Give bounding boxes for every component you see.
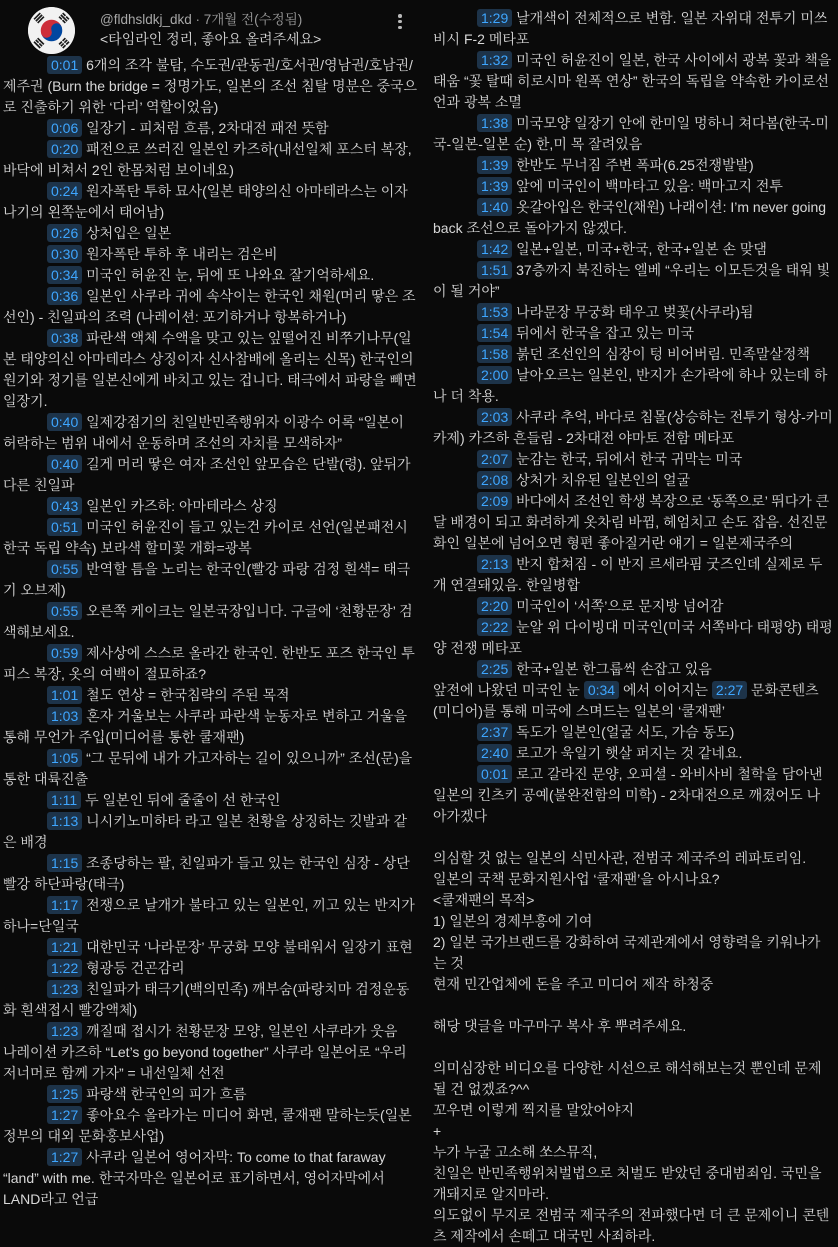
timeline-entry: 2:03 사쿠라 추억, 바다로 침몰(상승하는 전투기 형상-카미카제) 카즈하 흔들림 - 2차대전 야마토 전함 메타포 <box>433 409 833 446</box>
timeline-entry: 0:40 일제강점기의 친일반민족행위자 이광수 어록 “일본이 허락하는 범위 내에서 운동하며 조선의 자치를 모색하자” <box>3 414 404 451</box>
timeline-entry: 2:08 상처가 치유된 일본인의 얼굴 <box>433 470 833 491</box>
comment-title: <타임라인 정리, 좋아요 올려주세요> <box>100 31 322 47</box>
timeline-entry: 2:00 날아오르는 일본인, 반지가 손가락에 하나 있는데 하나 더 착용. <box>433 367 828 404</box>
timeline-entry: 1:42 일본+일본, 미국+한국, 한국+일본 손 맞댐 <box>433 239 833 260</box>
comment-text-line: 일본의 국책 문화지원사업 ‘쿨재팬’을 아시나요? <box>433 871 720 887</box>
timeline-entry: 1:21 대한민국 ‘나라문장’ 무궁화 모양 불태워서 일장기 표현 <box>3 937 420 958</box>
timestamp-link[interactable]: 0:40 <box>47 413 82 431</box>
timestamp-link[interactable]: 2:07 <box>477 450 512 468</box>
timestamp-link[interactable]: 1:54 <box>477 324 512 342</box>
timestamp-link[interactable]: 1:23 <box>47 980 82 998</box>
avatar-korean-flag[interactable] <box>28 7 75 54</box>
timeline-entry: 1:27 좋아요수 올라가는 미디어 화면, 쿨재팬 말하는듯(일본정부의 대외 문화홍보사업) <box>3 1107 412 1144</box>
timestamp-link[interactable]: 2:03 <box>477 408 512 426</box>
timestamp-link[interactable]: 1:39 <box>477 156 512 174</box>
timeline-entry: 0:30 원자폭탄 투하 후 내리는 검은비 <box>3 244 420 265</box>
timestamp-link[interactable]: 1:27 <box>47 1106 82 1124</box>
comment-text-line: + <box>433 1123 442 1139</box>
timeline-entry: 2:22 눈알 위 다이빙대 미국인(미국 서쪽바다 태평양) 태평양 전쟁 메타포 <box>433 619 833 656</box>
timeline-entry: 0:01 6개의 조각 불탐, 수도권/관동권/호서권/영남권/호남권/제주권 (Burn the bridge = 정명가도, 일본의 조선 침탈 명분은 중국으로 진출하기 위한 ‘다리’ 역할이었음) <box>3 57 418 115</box>
timeline-entry: 1:39 한반도 무너짐 주변 폭파(6.25전쟁발발) <box>433 155 833 176</box>
timestamp-link[interactable]: 2:08 <box>477 471 512 489</box>
timestamp-link[interactable]: 0:55 <box>47 602 82 620</box>
timestamp-link[interactable]: 1:32 <box>477 51 512 69</box>
timeline-entry: 2:37 독도가 일본인(얼굴 서도, 가슴 동도) <box>433 722 833 743</box>
comment-text-line: 의심할 것 없는 일본의 식민사관, 전범국 제국주의 레파토리임. <box>433 850 807 866</box>
timestamp-link[interactable]: 0:01 <box>477 765 512 783</box>
timeline-entry: 1:23 깨질때 접시가 천황문장 모양, 일본인 사쿠라가 웃음 <box>3 1021 420 1042</box>
timestamp-link[interactable]: 1:39 <box>477 177 512 195</box>
comment-text-line: 앞전에 나왔던 미국인 눈 0:34 에서 이어지는 2:27 문화콘텐츠(미디어)를 통해 미국에 스며드는 일본의 ‘쿨재팬’ <box>433 682 819 719</box>
timestamp-link[interactable]: 0:40 <box>47 455 82 473</box>
timestamp-link[interactable]: 1:58 <box>477 345 512 363</box>
timestamp-link[interactable]: 0:38 <box>47 329 82 347</box>
timestamp-link[interactable]: 0:24 <box>47 182 82 200</box>
timeline-entry: 0:34 미국인 허윤진 눈, 뒤에 또 나와요 잘기억하세요. <box>3 265 420 286</box>
timeline-entry: 1:23 친일파가 태극기(백의민족) 깨부숨(파랑치마 검정운동화 흰색접시 빨강액체) <box>3 981 410 1018</box>
timeline-entry: 1:27 사쿠라 일본어 영어자막: To come to that faraway “land” with me. 한국자막은 일본어로 표기하면서, 영어자막에서 LAND라고 언급 <box>3 1149 386 1207</box>
timeline-entry: 1:53 나라문장 무궁화 태우고 벚꽃(사쿠라)됨 <box>433 302 833 323</box>
timestamp-link[interactable]: 2:00 <box>477 366 512 384</box>
timestamp-link[interactable]: 1:40 <box>477 198 512 216</box>
timeline-entry: 1:03 혼자 거울보는 사쿠라 파란색 눈동자로 변하고 거울을 통해 무언가 주입(미디어를 통한 쿨재팬) <box>3 708 408 745</box>
timeline-entry: 1:39 앞에 미국인이 백마타고 있음: 백마고지 전투 <box>433 176 833 197</box>
timestamp-link[interactable]: 1:21 <box>47 938 82 956</box>
timeline-entry: 1:58 붉던 조선인의 심장이 텅 비어버림. 민족말살정책 <box>433 344 833 365</box>
comment-text-line: 꼬우면 이렇게 찍지를 말았어야지 <box>433 1102 635 1118</box>
timeline-entry: 2:09 바다에서 조선인 학생 복장으로 ‘동쪽으로’ 뛰다가 큰 달 배경이 되고 화려하게 옷차림 바뀜, 헤엄치고 손도 잡음. 선진문화인 일본에 넘어오면 형편 좋아질거란 얘기 = 일본제국주의 <box>433 493 830 551</box>
more-options-icon[interactable] <box>393 10 407 33</box>
timeline-entry: 0:24 원자폭탄 투하 묘사(일본 태양의신 아마테라스는 이자나기의 왼쪽눈에서 태어남) <box>3 183 408 220</box>
timeline-entry: 1:54 뒤에서 한국을 잡고 있는 미국 <box>433 323 833 344</box>
timestamp-link[interactable]: 1:27 <box>47 1148 82 1166</box>
comment-text-line: 나레이션 카즈하 “Let’s go beyond together” 사쿠라 일본어로 “우리 저너머로 함께 가자” = 내선일체 선전 <box>3 1044 407 1081</box>
timestamp-link[interactable]: 1:29 <box>477 9 512 27</box>
timestamp-link[interactable]: 1:38 <box>477 114 512 132</box>
timeline-entry: 2:25 한국+일본 한그룹씩 손잡고 있음 <box>433 659 833 680</box>
timeline-entry: 1:22 형광등 건곤감리 <box>3 958 420 979</box>
timeline-entry: 0:36 일본인 사쿠라 귀에 속삭이는 한국인 채원(머리 땋은 조선인) - 친일파의 조력 (나레이션: 포기하거나 항복하거나) <box>3 288 416 325</box>
timeline-entry: 0:40 길게 머리 땋은 여자 조선인 앞모습은 단발(령). 앞뒤가 다른 친일파 <box>3 456 411 493</box>
timeline-entry: 1:15 조종당하는 팔, 친일파가 들고 있는 한국인 심장 - 상단빨강 하단파랑(태극) <box>3 855 410 892</box>
timeline-entries-left <box>3 55 420 1210</box>
comment-byline <box>100 7 420 29</box>
timestamp-link[interactable]: 1:42 <box>477 240 512 258</box>
timeline-entry: 0:38 파란색 액체 수액을 맞고 있는 잎떨어진 비쭈기나무(일본 태양의신 아마테라스 상징이자 신사참배에 올리는 신목) 한국인의 원기와 정기를 일본신에게 바치고 있는 겁니다. 태극에서 파랑을 빼면 일장기. <box>3 330 417 409</box>
comment-text-line: 친일은 반민족행위처벌법으로 처벌도 받았던 중대범죄임. 국민을 개돼지로 알지마라. <box>433 1165 822 1202</box>
timeline-entry: 2:13 반지 합쳐짐 - 이 반지 르세라핌 굿즈인데 실제로 두개 연결돼있음. 한일병합 <box>433 556 823 593</box>
comment-header-text <box>100 7 420 50</box>
blank-line <box>433 1037 833 1058</box>
korea-flag-icon <box>28 7 75 54</box>
timeline-entry: 2:40 로고가 욱일기 햇살 퍼지는 것 같네요. <box>433 743 833 764</box>
timestamp-link[interactable]: 2:13 <box>477 555 512 573</box>
blank-line <box>433 995 833 1016</box>
timestamp-link[interactable]: 0:43 <box>47 497 82 515</box>
timestamp-link[interactable]: 1:53 <box>477 303 512 321</box>
timeline-entry: 0:01 로고 갈라진 문양, 오피셜 - 와비사비 철학을 담아낸 일본의 킨츠키 공예(불완전함의 미학) - 2차대전으로 깨졌어도 나아가겠다 <box>433 766 823 824</box>
timeline-entry: 1:05 “그 문뒤에 내가 가고자하는 길이 있으니까” 조선(문)을 통한 대륙진출 <box>3 750 413 787</box>
timeline-entry: 1:40 옷갈아입은 한국인(채원) 나래이션: I’m never going back 조선으로 돌아가지 않겠다. <box>433 199 827 236</box>
column-right <box>433 0 833 1244</box>
timestamp-link[interactable]: 1:01 <box>47 686 82 704</box>
timeline-entry: 1:13 니시키노미하타 라고 일본 천황을 상징하는 깃발과 같은 배경 <box>3 813 408 850</box>
timestamp-link[interactable]: 1:03 <box>47 707 82 725</box>
timeline-entry: 1:32 미국인 허윤진이 일본, 한국 사이에서 광복 꽃과 책을 태움 “꽃 탈때 히로시마 원폭 연상” 한국의 독립을 약속한 카이로선언과 광복 소멸 <box>433 52 832 110</box>
column-left <box>0 0 420 1207</box>
comment-text-line: 2) 일본 국가브랜드를 강화하여 국제관계에서 영향력을 키워나가는 것 <box>433 934 821 971</box>
timestamp-link[interactable]: 0:55 <box>47 560 82 578</box>
timestamp-link[interactable]: 0:06 <box>47 119 82 137</box>
timeline-entry: 1:11 두 일본인 뒤에 줄줄이 선 한국인 <box>3 790 420 811</box>
timestamp-link[interactable]: 1:13 <box>47 812 82 830</box>
timeline-entry: 1:38 미국모양 일장기 안에 한미일 멍하니 쳐다봄(한국-미국-일본-일본 순) 한,미 목 잘려있음 <box>433 115 829 152</box>
timestamp-link[interactable]: 1:05 <box>47 749 82 767</box>
timeline-entry: 1:17 전쟁으로 날개가 불타고 있는 일본인, 끼고 있는 반지가 하나=단일국 <box>3 897 415 934</box>
timeline-entry: 1:51 37층까지 북진하는 엘베 “우리는 이모든것을 태워 빛이 될 거야” <box>433 262 831 299</box>
timestamp-link[interactable]: 1:11 <box>47 791 81 809</box>
timestamp-link[interactable]: 0:01 <box>47 56 82 74</box>
timestamp-link[interactable]: 2:37 <box>477 723 512 741</box>
timestamp-link[interactable]: 2:40 <box>477 744 512 762</box>
timestamp-link[interactable]: 0:30 <box>47 245 82 263</box>
timeline-entry: 0:55 오른쪽 케이크는 일본국장입니다. 구글에 ‘천황문장’ 검색해보세요. <box>3 603 413 640</box>
timestamp-link[interactable]: 2:09 <box>477 492 512 510</box>
comment-text-line: 해당 댓글을 마구마구 복사 후 뿌려주세요. <box>433 1018 687 1034</box>
comment-author-handle[interactable]: @fldhsldkj_dkd <box>100 12 192 27</box>
timestamp-link[interactable]: 0:59 <box>47 644 82 662</box>
timeline-entry: 0:59 제사상에 스스로 올라간 한국인. 한반도 포즈 한국인 투피스 복장, 옷의 여백이 절묘하죠? <box>3 645 415 682</box>
timestamp-link[interactable]: 0:36 <box>47 287 82 305</box>
comment-posted-meta: · 7개월 전(수정됨) <box>191 12 303 27</box>
timestamp-link[interactable]: 1:23 <box>47 1022 82 1040</box>
comment-text-line: 의미심장한 비디오를 다양한 시선으로 해석해보는것 뿐인데 문제될 건 없겠죠?^^ <box>433 1060 822 1097</box>
timestamp-link[interactable]: 1:22 <box>47 959 82 977</box>
timeline-entry: 1:25 파랑색 한국인의 피가 흐름 <box>3 1084 420 1105</box>
timestamp-link[interactable]: 0:34 <box>584 681 619 699</box>
timestamp-link[interactable]: 0:26 <box>47 224 82 242</box>
comment-header <box>3 7 420 55</box>
comment-text-line: <쿨재팬의 목적> <box>433 892 535 908</box>
timeline-entry: 1:01 철도 연상 = 한국침략의 주된 목적 <box>3 685 420 706</box>
timeline-entry: 2:20 미국인이 ‘서쪽’으로 문지방 넘어감 <box>433 596 833 617</box>
timestamp-link[interactable]: 1:17 <box>47 896 82 914</box>
timestamp-link[interactable]: 0:20 <box>47 140 82 158</box>
timestamp-link[interactable]: 2:20 <box>477 597 512 615</box>
timeline-entry: 0:51 미국인 허윤진이 들고 있는건 카이로 선언(일본패전시 한국 독립 약속) 보라색 할미꽃 개화=광복 <box>3 519 408 556</box>
comment-text-line: 의도없이 무지로 전범국 제국주의 전파했다면 더 큰 문제이니 콘텐츠 제작에서 손떼고 대국민 사죄하라. <box>433 1207 830 1244</box>
timeline-entry: 0:26 상처입은 일본 <box>3 223 420 244</box>
blank-line <box>433 827 833 848</box>
comment-text-line: 1) 일본의 경제부흥에 기여 <box>433 913 593 929</box>
timeline-entry: 0:20 패전으로 쓰러진 일본인 카즈하(내선일체 포스터 복장, 바닥에 비쳐서 2인 한몸처럼 보이네요) <box>3 141 412 178</box>
timestamp-link[interactable]: 2:27 <box>712 681 747 699</box>
timeline-entry: 1:29 날개색이 전체적으로 변함. 일본 자위대 전투기 미쓰비시 F-2 메타포 <box>433 10 828 47</box>
timestamp-link[interactable]: 2:22 <box>477 618 512 636</box>
timestamp-link[interactable]: 0:51 <box>47 518 82 536</box>
timeline-entries-right <box>433 8 833 1247</box>
timestamp-link[interactable]: 1:51 <box>477 261 512 279</box>
timeline-entry: 2:07 눈감는 한국, 뒤에서 한국 귀막는 미국 <box>433 449 833 470</box>
timeline-entry: 0:55 반역할 틈을 노리는 한국인(빨강 파랑 검정 흰색= 태극기 오브제) <box>3 561 411 598</box>
timeline-entry: 0:06 일장기 - 피처럼 흐름, 2차대전 패전 뜻함 <box>3 118 420 139</box>
comment-text-line: 누가 누굴 고소해 쏘스뮤직, <box>433 1144 598 1160</box>
timestamp-link[interactable]: 2:25 <box>477 660 512 678</box>
comment-text-line: 현재 민간업체에 돈을 주고 미디어 제작 하청중 <box>433 976 714 992</box>
timestamp-link[interactable]: 1:15 <box>47 854 82 872</box>
timeline-entry: 0:43 일본인 카즈하: 아마테라스 상징 <box>3 496 420 517</box>
timestamp-link[interactable]: 1:25 <box>47 1085 82 1103</box>
timestamp-link[interactable]: 0:34 <box>47 266 82 284</box>
